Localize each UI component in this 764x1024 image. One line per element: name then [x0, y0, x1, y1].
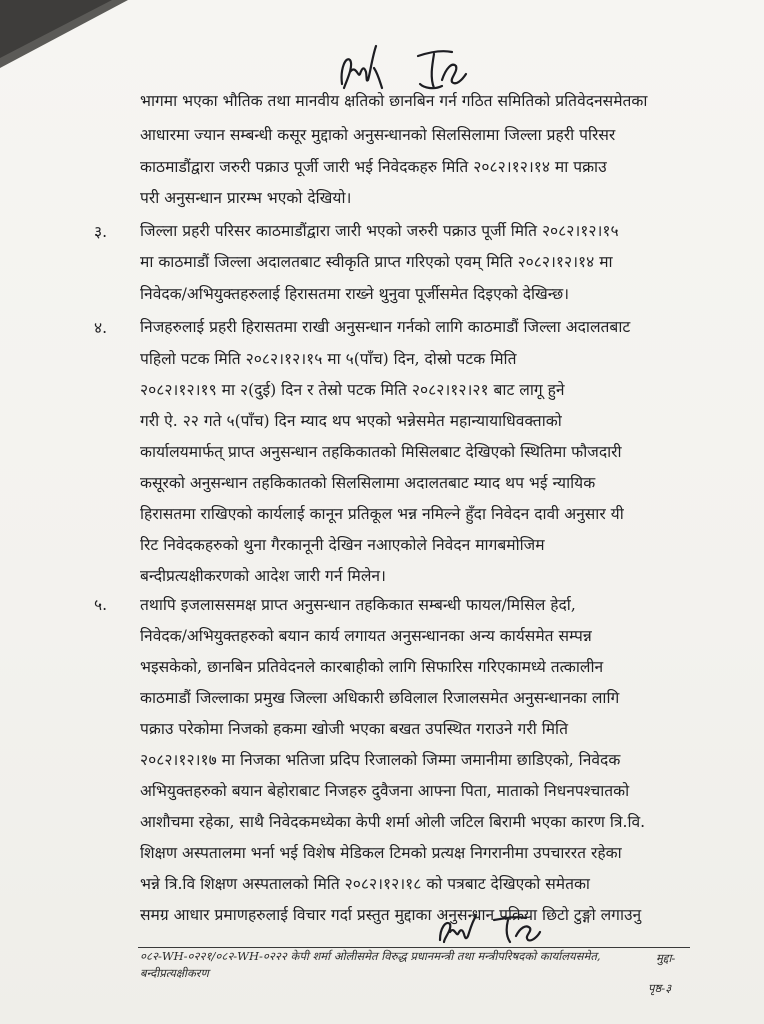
document-line: २०८२।१२।१९ मा २(दुई) दिन र तेस्रो पटक मिति २०८२।१२।२१ बाट लागू हुने — [140, 381, 565, 399]
footer-case-type-label: मुद्दा- — [656, 951, 676, 965]
document-line: परी अनुसन्धान प्रारम्भ भएको देखियो। — [140, 189, 352, 207]
footer-rule — [138, 947, 690, 948]
footer-case-type: बन्दीप्रत्यक्षीकरण — [140, 966, 209, 980]
document-line: काठमाडौंद्वारा जरुरी पक्राउ पूर्जी जारी भई निवेदकहरु मिति २०८२।१२।१४ मा पक्राउ — [140, 158, 607, 176]
document-line: निवेदक/अभियुक्तहरुलाई हिरासतमा राख्ने थुनुवा पूर्जीसमेत दिइएको देखिन्छ। — [140, 285, 570, 303]
document-line: तथापि इजलाससमक्ष प्राप्त अनुसन्धान तहकिकात सम्बन्धी फायल/मिसिल हेर्दा, — [140, 596, 576, 614]
document-line: पक्राउ परेकोमा निजको हकमा खोजी भएका बखत उपस्थित गराउने गरी मिति — [140, 720, 568, 738]
document-line: जिल्ला प्रहरी परिसर काठमाडौंद्वारा जारी भएको जरुरी पक्राउ पूर्जी मिति २०८२।१२।१५ — [140, 222, 619, 240]
signature-top-right — [412, 44, 472, 94]
paragraph-number: ५. — [94, 596, 108, 614]
document-line: अभियुक्तहरुको बयान बेहोराबाट निजहरु दुवैजना आफ्ना पिता, माताको निधनपश्चातको — [140, 782, 630, 800]
document-line: २०८२।१२।१७ मा निजका भतिजा प्रदिप रिजालको जिम्मा जमानीमा छाडिएको, निवेदक — [140, 751, 621, 769]
document-line: निजहरुलाई प्रहरी हिरासतमा राखी अनुसन्धान गर्नको लागि काठमाडौं जिल्ला अदालतबाट — [140, 318, 631, 336]
document-line: कसूरको अनुसन्धान तहकिकातको सिलसिलामा अदालतबाट म्याद थप भई न्यायिक — [140, 474, 596, 492]
document-line: काठमाडौं जिल्लाका प्रमुख जिल्ला अधिकारी छविलाल रिजालसमेत अनुसन्धानका लागि — [140, 689, 620, 707]
page-fold-corner — [0, 0, 130, 70]
document-line: आशौचमा रहेका, साथै निवेदकमध्येका केपी शर्मा ओली जटिल बिरामी भएका कारण त्रि.वि. — [140, 813, 646, 831]
document-line: हिरासतमा राखिएको कार्यलाई कानून प्रतिकूल भन्न नमिल्ने हुँदा निवेदन दावी अनुसार यी — [140, 505, 624, 523]
paragraph-number: ३. — [94, 223, 108, 241]
document-line: मा काठमाडौं जिल्ला अदालतबाट स्वीकृति प्राप्त गरिएको एवम् मिति २०८२।१२।१४ मा — [140, 253, 613, 271]
document-line: निवेदक/अभियुक्तहरुको बयान कार्य लगायत अनुसन्धानका अन्य कार्यसमेत सम्पन्न — [140, 627, 592, 645]
paragraph-number: ४. — [94, 319, 108, 337]
signature-bottom-left — [436, 910, 484, 946]
footer-case-line: ०८२-WH-०२२१/०८२-WH-०२२२ केपी शर्मा ओलीसमेत विरुद्ध प्रधानमन्त्री तथा मन्त्रीपरिषदको कार्यालयसमेत, — [140, 949, 601, 963]
document-line: आधारमा ज्यान सम्बन्धी कसूर मुद्दाको अनुसन्धानको सिलसिलामा जिल्ला प्रहरी परिसर — [140, 126, 616, 144]
document-line: भइसकेको, छानबिन प्रतिवेदनले कारबाहीको लागि सिफारिस गरिएकामध्ये तत्कालीन — [140, 658, 604, 676]
document-line: कार्यालयमार्फत् प्राप्त अनुसन्धान तहकिकातको मिसिलबाट देखिएको स्थितिमा फौजदारी — [140, 443, 622, 461]
document-line: भन्ने त्रि.वि शिक्षण अस्पतालको मिति २०८२।१२।१८ को पत्रबाट देखिएको समेतका — [140, 875, 590, 893]
document-line: समग्र आधार प्रमाणहरुलाई विचार गर्दा प्रस्तुत मुद्दाका अनुसन्धान प्रक्रिया छिटो टुङ्गो लगाउनु — [140, 906, 642, 924]
document-line: भागमा भएका भौतिक तथा मानवीय क्षतिको छानबिन गर्न गठित समितिको प्रतिवेदनसमेतका — [140, 92, 648, 110]
document-line: शिक्षण अस्पतालमा भर्ना भई विशेष मेडिकल टिमको प्रत्यक्ष निगरानीमा उपचाररत रहेका — [140, 844, 622, 862]
signature-top-left — [336, 38, 388, 94]
document-line: रिट निवेदकहरुको थुना गैरकानूनी देखिन नआएकोले निवेदन मागबमोजिम — [140, 536, 545, 554]
document-line: पहिलो पटक मिति २०८२।१२।१५ मा ५(पाँच) दिन, दोस्रो पटक मिति — [140, 350, 517, 368]
document-line: बन्दीप्रत्यक्षीकरणको आदेश जारी गर्न मिलेन। — [140, 567, 386, 585]
footer-page-number: पृष्ठ-३ — [648, 981, 672, 995]
document-line: गरी ऐ. २२ गते ५(पाँच) दिन म्याद थप भएको भन्नेसमेत महान्यायाधिवक्ताको — [140, 412, 562, 430]
signature-bottom-right — [488, 912, 544, 946]
